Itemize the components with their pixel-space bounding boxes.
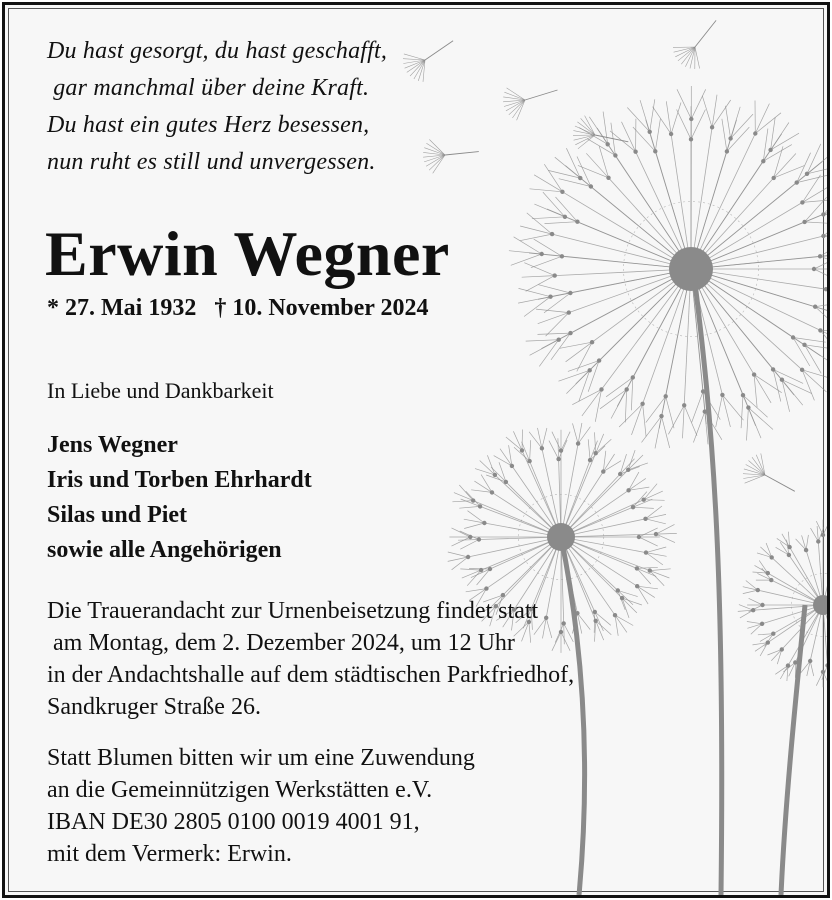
dandelion-heads	[403, 20, 827, 687]
floating-seed	[743, 453, 795, 491]
floating-seed	[673, 20, 716, 69]
donation-line: IBAN DE30 2805 0100 0019 4001 91,	[47, 809, 420, 835]
ceremony-info	[47, 595, 574, 723]
poem-line: Du hast gesorgt, du hast geschafft,	[47, 38, 388, 64]
poem-line: nun ruht es still und unvergessen.	[47, 149, 376, 175]
obituary-frame	[2, 2, 830, 898]
mourner: Silas und Piet	[47, 502, 188, 528]
poem-line: Du hast ein gutes Herz besessen,	[47, 112, 370, 138]
floating-seed	[403, 41, 453, 82]
deceased-name: Erwin Wegner	[45, 218, 450, 289]
poem	[47, 33, 387, 181]
floating-seed	[573, 116, 628, 149]
death-date: † 10. November 2024	[214, 295, 429, 321]
donation-line: an die Gemeinnützigen Werkstätten e.V.	[47, 777, 433, 803]
mourner: sowie alle Angehörigen	[47, 537, 282, 563]
ceremony-line: am Montag, dem 2. Dezember 2024, um 12 Uhr	[47, 630, 515, 656]
floating-seed	[423, 140, 479, 174]
mourner: Iris und Torben Ehrhardt	[47, 467, 312, 493]
dedication: In Liebe und Dankbarkeit	[47, 378, 274, 403]
ceremony-line: in der Andachtshalle auf dem städtischen Parkfriedhof,	[47, 662, 575, 688]
life-dates	[47, 295, 447, 322]
ceremony-line: Die Trauerandacht zur Urnenbeisetzung findet statt	[47, 598, 539, 624]
mourners-list	[47, 428, 312, 568]
donation-line: mit dem Vermerk: Erwin.	[47, 841, 292, 867]
birth-date: * 27. Mai 1932	[47, 295, 197, 321]
dandelion-head	[509, 86, 827, 448]
donation-info	[47, 742, 475, 870]
donation-line: Statt Blumen bitten wir um eine Zuwendung	[47, 745, 475, 771]
mourner: Jens Wegner	[47, 432, 178, 458]
floating-seed	[503, 88, 557, 120]
ceremony-line: Sandkruger Straße 26.	[47, 694, 261, 720]
dandelion-head	[738, 520, 827, 688]
poem-line: gar manchmal über deine Kraft.	[47, 75, 370, 101]
